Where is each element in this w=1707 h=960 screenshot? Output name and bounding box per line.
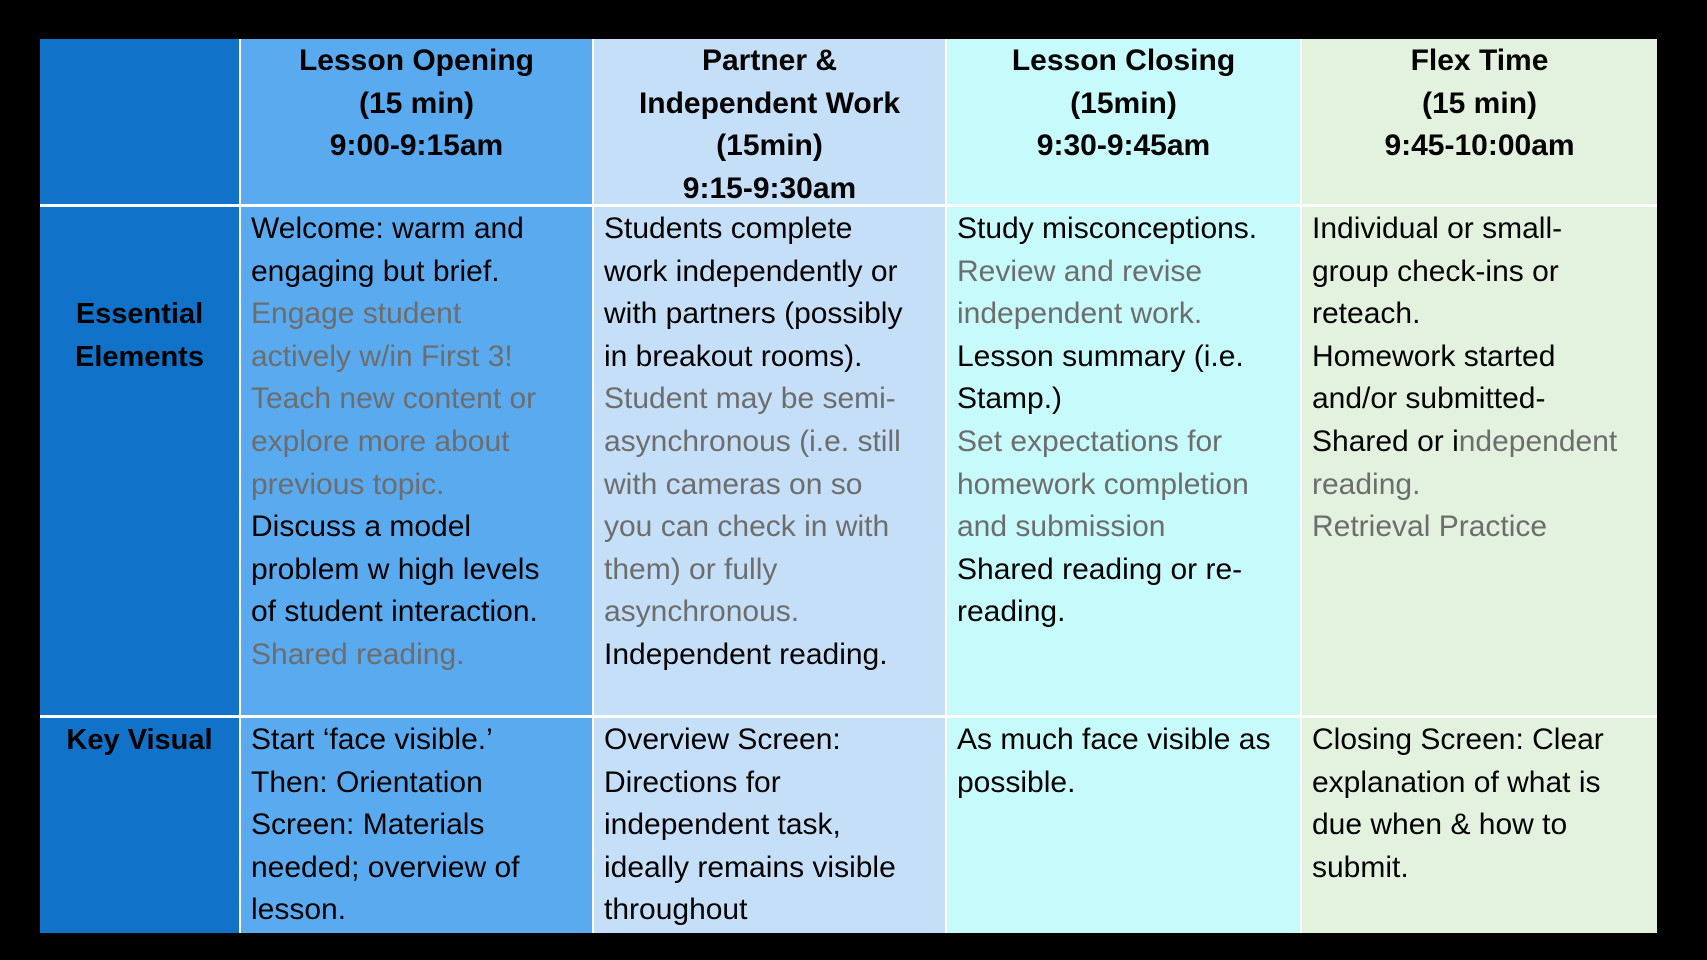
- row-label-line: Key Visual: [66, 724, 213, 756]
- cell-text-line: Independent reading.: [604, 637, 888, 671]
- cell-text-line: Closing Screen: Clear: [1312, 723, 1604, 756]
- cell-text-line: asynchronous.: [604, 595, 800, 629]
- cell-text-line: Overview Screen:: [604, 723, 841, 756]
- header-line: Flex Time: [1410, 44, 1549, 77]
- cell-text-line: actively w/in First 3!: [251, 339, 513, 373]
- cell-text-line: asynchronous (i.e. still: [604, 424, 901, 458]
- cell-text-line: explore more about: [251, 424, 510, 458]
- cell-text-line: Homework started: [1312, 339, 1556, 373]
- cell-text-line: Study misconceptions.: [957, 212, 1258, 245]
- cell-essential-lesson-opening: [241, 207, 594, 718]
- cell-text-line: you can check in with: [604, 510, 890, 544]
- header-line: (15min): [716, 129, 823, 162]
- cell-text-line: Teach new content or: [251, 382, 537, 416]
- cell-text-line: Student may be semi-: [604, 382, 896, 416]
- cell-text-line: with partners (possibly: [604, 297, 903, 331]
- cell-essential-flex-time: [1302, 207, 1657, 718]
- cell-text-line: possible.: [957, 765, 1076, 799]
- cell-text-line: [1312, 421, 1651, 464]
- cell-text-line: needed; overview of: [251, 850, 520, 884]
- cell-text-line: Lesson summary (i.e.: [957, 339, 1244, 373]
- header-lesson-closing: [947, 39, 1302, 207]
- cell-text-line: Retrieval Practice: [1312, 510, 1548, 544]
- cell-text-line: Engage student: [251, 297, 462, 331]
- cell-text-line: submit.: [1312, 850, 1409, 884]
- corner-cell: [40, 39, 241, 207]
- cell-text-line: and/or submitted-: [1312, 382, 1546, 416]
- header-partner-independent-work: [594, 39, 947, 207]
- header-lesson-opening: [241, 39, 594, 207]
- cell-text-line: reading.: [1312, 467, 1421, 501]
- header-line: Partner &: [701, 44, 838, 77]
- lesson-schedule-table: [40, 39, 1657, 937]
- cell-text-line: Then: Orientation: [251, 765, 483, 799]
- cell-text-line: homework completion: [957, 467, 1249, 501]
- cell-text-line: and submission: [957, 510, 1166, 544]
- row-label-line: Essential: [75, 298, 204, 330]
- header-line: Independent Work: [638, 86, 901, 120]
- cell-text-line: of student interaction.: [251, 595, 538, 629]
- cell-text-line: Welcome: warm and: [251, 212, 524, 245]
- cell-keyvisual-lesson-closing: [947, 718, 1302, 933]
- cell-text-line: Individual or small-: [1312, 212, 1563, 245]
- cell-keyvisual-flex-time: [1302, 718, 1657, 933]
- cell-text-line: in breakout rooms).: [604, 339, 863, 373]
- cell-keyvisual-lesson-opening: [241, 718, 594, 933]
- cell-text-line: Stamp.): [957, 382, 1063, 416]
- cell-text-line: lesson.: [251, 893, 347, 927]
- cell-text-line: them) or fully: [604, 552, 778, 586]
- cell-text-line: previous topic.: [251, 467, 445, 501]
- cell-text-segment: Shared or i: [1312, 424, 1459, 458]
- cell-text-line: independent task,: [604, 808, 841, 842]
- cell-text-line: Discuss a model: [251, 510, 472, 544]
- cell-text-line: Screen: Materials: [251, 808, 485, 842]
- cell-text-line: due when & how to: [1312, 808, 1568, 842]
- cell-text-line: problem w high levels: [251, 552, 540, 586]
- header-line: 9:15-9:30am: [682, 171, 857, 205]
- cell-keyvisual-partner-work: [594, 718, 947, 933]
- cell-essential-lesson-closing: [947, 207, 1302, 718]
- row-label-key-visual: [40, 718, 241, 933]
- cell-text-line: ideally remains visible: [604, 850, 896, 884]
- cell-text-line: As much face visible as: [957, 723, 1271, 756]
- cell-text-line: explanation of what is: [1312, 765, 1601, 799]
- cell-text-line: Review and revise: [957, 254, 1203, 288]
- cell-text-line: Start ‘face visible.’: [251, 723, 493, 756]
- header-line: Lesson Closing: [1011, 44, 1236, 77]
- cell-text-line: group check-ins or: [1312, 254, 1559, 288]
- cell-text-line: Directions for: [604, 765, 781, 799]
- header-line: (15min): [1070, 86, 1177, 120]
- cell-text-line: Shared reading or re-: [957, 552, 1243, 586]
- cell-text-line: reading.: [957, 595, 1066, 629]
- header-line: Lesson Opening: [298, 44, 535, 77]
- cell-text-line: work independently or: [604, 254, 898, 288]
- header-line: 9:30-9:45am: [1036, 129, 1211, 162]
- header-line: 9:45-10:00am: [1384, 129, 1575, 162]
- cell-text-line: with cameras on so: [604, 467, 863, 501]
- row-label-line: Elements: [75, 340, 204, 373]
- cell-text-line: Set expectations for: [957, 424, 1223, 458]
- header-flex-time: [1302, 39, 1657, 207]
- cell-text-line: engaging but brief.: [251, 254, 500, 288]
- cell-text-line: Shared reading.: [251, 637, 465, 671]
- header-line: (15 min): [358, 86, 475, 120]
- cell-text-line: reteach.: [1312, 297, 1421, 331]
- cell-text-line: throughout: [604, 893, 748, 927]
- header-line: 9:00-9:15am: [329, 129, 504, 162]
- cell-text-line: independent work.: [957, 297, 1203, 331]
- cell-text-line: Students complete: [604, 212, 853, 245]
- header-line: (15 min): [1421, 86, 1538, 120]
- cell-text-segment: ndependent: [1458, 424, 1618, 458]
- cell-essential-partner-work: [594, 207, 947, 718]
- row-label-essential-elements: [40, 207, 241, 718]
